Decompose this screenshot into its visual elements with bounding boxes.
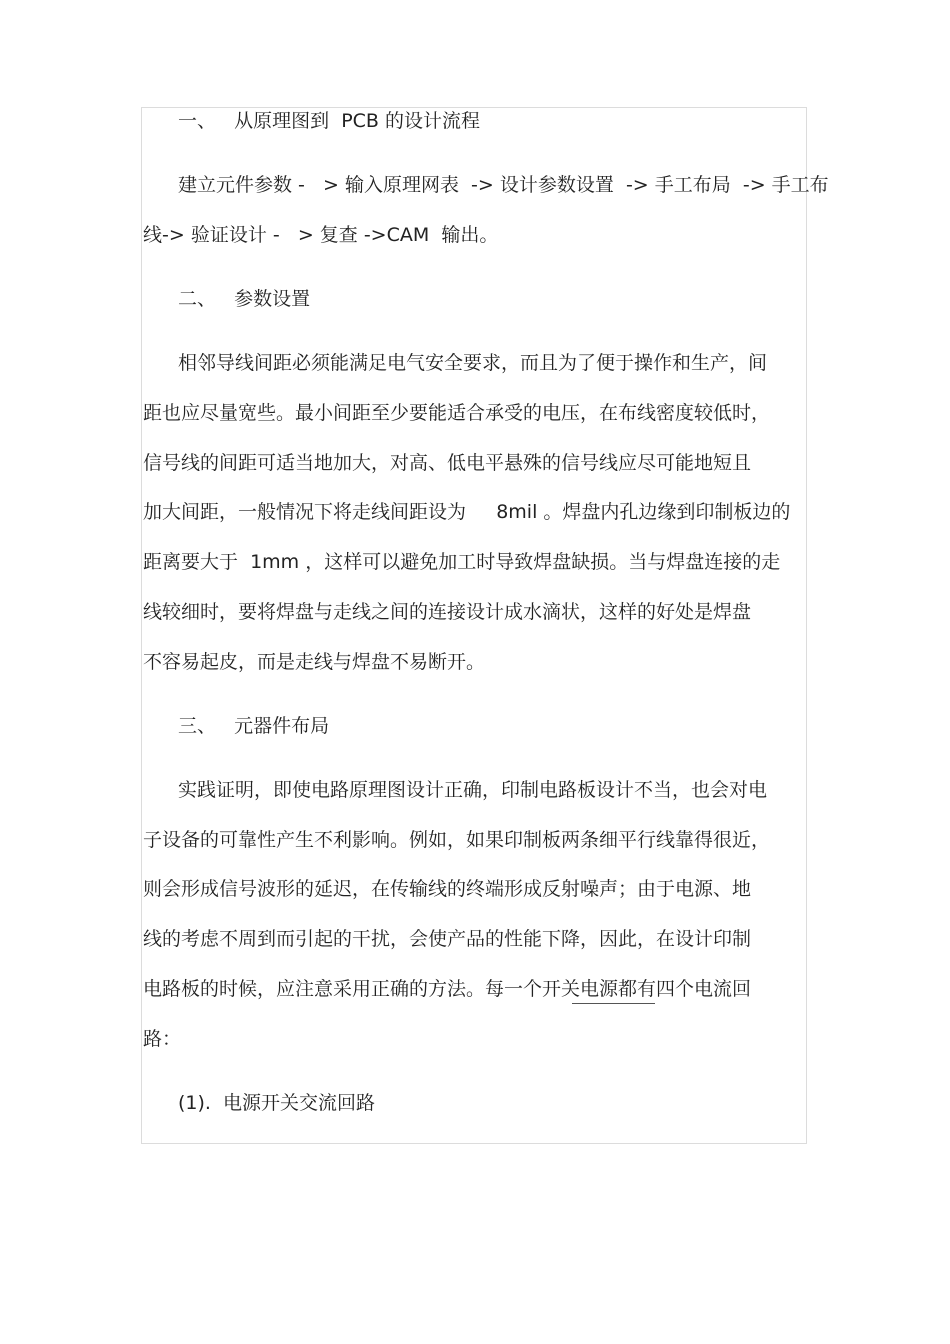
paragraph-line: 距离要大于 1mm ，这样可以避免加工时导致焊盘缺损。当与焊盘连接的走 (143, 551, 781, 573)
paragraph-line: 线的考虑不周到而引起的干扰，会使产品的性能下降，因此，在设计印制 (143, 928, 752, 950)
paragraph-line: 线较细时，要将焊盘与走线之间的连接设计成水滴状，这样的好处是焊盘 (143, 601, 752, 623)
paragraph-line: 则会形成信号波形的延迟，在传输线的终端形成反射噪声；由于电源、地 (143, 878, 752, 900)
section-heading-2: 二、 参数设置 (178, 288, 311, 310)
paragraph-line: 不容易起皮，而是走线与焊盘不易断开。 (143, 651, 486, 673)
paragraph-line: 线-> 验证设计 - > 复查 ->CAM 输出。 (143, 224, 499, 246)
paragraph-line: 电路板的时候，应注意采用正确的方法。每一个开关电源都有四个电流回 (143, 978, 752, 1000)
paragraph-line: 加大间距，一般情况下将走线间距设为 8mil 。焊盘内孔边缘到印制板边的 (143, 501, 791, 523)
paragraph-line: 子设备的可靠性产生不利影响。例如，如果印制板两条细平行线靠得很近， (143, 829, 771, 851)
paragraph-line: 相邻导线间距必须能满足电气安全要求，而且为了便于操作和生产，间 (178, 352, 768, 374)
hyperlink-underline (572, 1003, 655, 1004)
paragraph-line: 距也应尽量宽些。最小间距至少要能适合承受的电压，在布线密度较低时， (143, 402, 771, 424)
paragraph-line: 路： (143, 1028, 182, 1050)
paragraph-line: 实践证明，即使电路原理图设计正确，印制电路板设计不当，也会对电 (178, 779, 768, 801)
paragraph-line: 建立元件参数 - > 输入原理网表 -> 设计参数设置 -> 手工布局 -> 手工布 (178, 174, 829, 196)
list-item: (1). 电源开关交流回路 (178, 1092, 376, 1114)
section-heading-1: 一、 从原理图到 PCB 的设计流程 (178, 110, 480, 132)
section-heading-3: 三、 元器件布局 (178, 715, 330, 737)
paragraph-line: 信号线的间距可适当地加大，对高、低电平悬殊的信号线应尽可能地短且 (143, 452, 752, 474)
